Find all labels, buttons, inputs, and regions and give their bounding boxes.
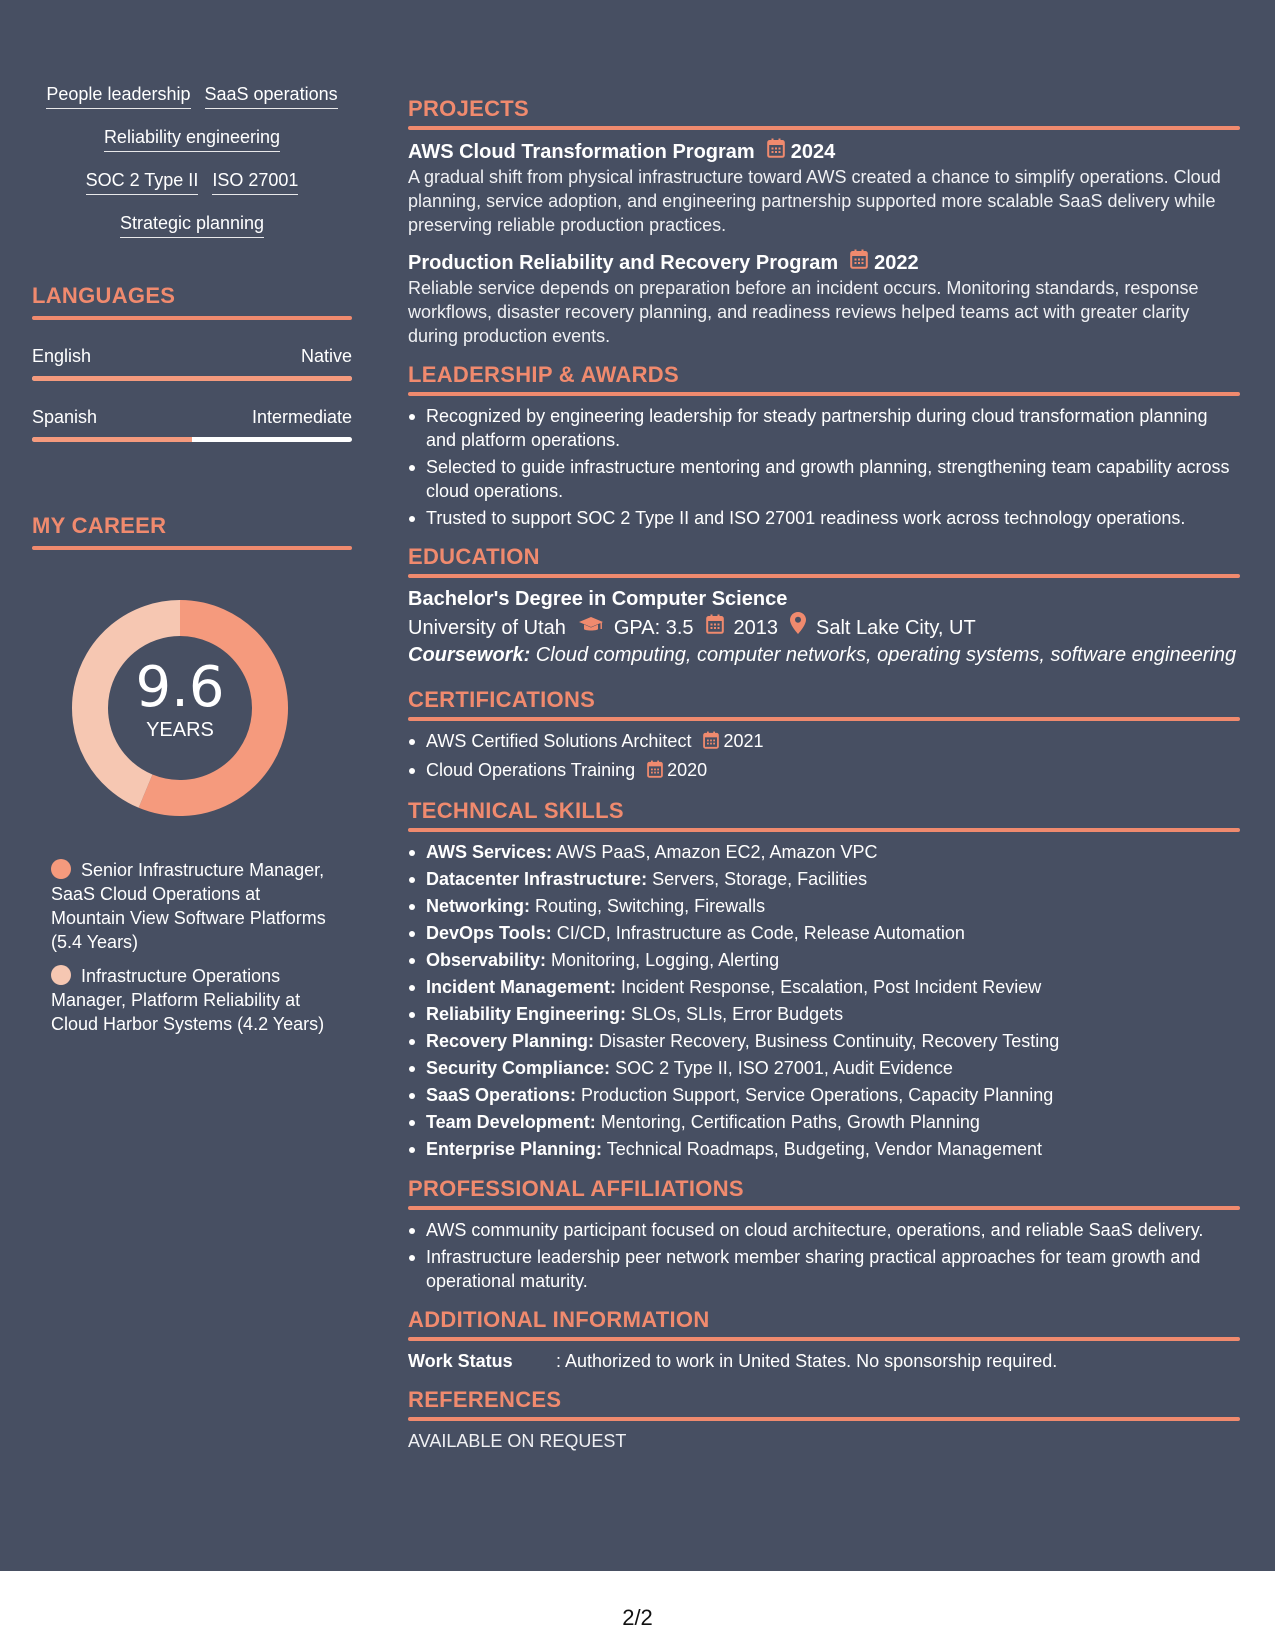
calendar-icon	[850, 249, 868, 276]
work-status	[408, 1349, 1240, 1373]
career-total-unit: YEARS	[146, 719, 214, 741]
certification-name: AWS Certified Solutions Architect	[426, 731, 692, 751]
projects-section	[408, 96, 1240, 348]
certification-name: Cloud Operations Training	[426, 760, 636, 780]
technical-skill-values: Monitoring, Logging, Alerting	[546, 950, 780, 970]
skill-row	[32, 125, 352, 152]
technical-skill-category: Reliability Engineering:	[426, 1004, 627, 1024]
project-year: 2024	[790, 140, 836, 163]
section-divider	[32, 316, 352, 320]
additional-title: ADDITIONAL INFORMATION	[408, 1307, 710, 1332]
technical-skill-item	[426, 1002, 1240, 1027]
section-divider	[408, 392, 1240, 396]
language-proficiency-fill	[32, 376, 352, 381]
technical-skill-values: AWS PaaS, Amazon EC2, Amazon VPC	[552, 842, 878, 862]
technical-skill-item	[426, 975, 1240, 1000]
technical-skill-item	[426, 840, 1240, 865]
language-item	[32, 344, 352, 381]
technical-skill-item	[426, 867, 1240, 892]
technical-skill-item	[426, 948, 1240, 973]
languages-title: LANGUAGES	[32, 283, 176, 308]
project-description: A gradual shift from physical infrastructure toward AWS created a chance to simplify operations. Cloud planning, service adoption, and engineering partnership supported more scalable SaaS delivery while preserving reliable production practices.	[408, 167, 1221, 235]
career-role-text: Senior Infrastructure Manager, SaaS Cloud Operations at Mountain View Software Platforms (5.4 Years)	[51, 860, 326, 952]
education-details	[408, 612, 1240, 643]
language-item	[32, 405, 352, 442]
skill-tag: Reliability engineering	[104, 125, 280, 152]
leadership-list	[408, 404, 1240, 530]
technical-skill-values: Servers, Storage, Facilities	[647, 869, 868, 889]
section-divider	[32, 546, 352, 550]
section-divider	[408, 717, 1240, 721]
technical-skill-category: DevOps Tools:	[426, 923, 552, 943]
projects-title: PROJECTS	[408, 96, 529, 121]
certifications-title: CERTIFICATIONS	[408, 687, 596, 712]
languages-section	[32, 282, 352, 442]
technical-skill-item	[426, 1056, 1240, 1081]
project-name: Production Reliability and Recovery Program	[408, 251, 839, 274]
skill-tag: SOC 2 Type II	[86, 168, 199, 195]
technical-skill-item	[426, 1110, 1240, 1135]
technical-skills-list	[408, 840, 1240, 1162]
skill-tag: People leadership	[46, 82, 190, 109]
donut-center	[66, 655, 294, 742]
left-column	[32, 82, 352, 1046]
project-year: 2022	[874, 251, 919, 274]
skills-tags	[32, 82, 352, 238]
career-donut-chart	[66, 594, 294, 822]
location-pin-icon	[790, 612, 806, 643]
technical-skill-category: Enterprise Planning:	[426, 1139, 603, 1159]
page-number: 2/2	[622, 1605, 653, 1630]
career-role-text: Infrastructure Operations Manager, Platform Reliability at Cloud Harbor Systems (4.2 Years)	[51, 966, 325, 1034]
leadership-section	[408, 362, 1240, 530]
list-item: Selected to guide infrastructure mentoring and growth planning, strengthening team capability across cloud operations.	[426, 455, 1240, 503]
section-divider	[408, 574, 1240, 578]
technical-skills-section	[408, 798, 1240, 1162]
technical-skill-item	[426, 1029, 1240, 1054]
calendar-icon	[706, 613, 724, 643]
references-section	[408, 1387, 1240, 1453]
technical-skill-category: Security Compliance:	[426, 1058, 611, 1078]
certification-item	[426, 758, 1240, 784]
technical-skill-values: Disaster Recovery, Business Continuity, Recovery Testing	[594, 1031, 1060, 1051]
technical-skill-values: SLOs, SLIs, Error Budgets	[626, 1004, 844, 1024]
certification-year: 2020	[667, 760, 708, 780]
project-description: Reliable service depends on preparation before an incident occurs. Monitoring standards, response workflows, disaster recovery planning, and readiness reviews helped teams act with greater clarity during production events.	[408, 278, 1199, 346]
graduation-cap-icon	[578, 613, 604, 643]
location: Salt Lake City, UT	[816, 616, 976, 639]
legend-dot-icon	[51, 965, 71, 985]
school: University of Utah	[408, 616, 566, 639]
technical-skill-item	[426, 894, 1240, 919]
language-row	[32, 344, 352, 368]
technical-skill-category: Team Development:	[426, 1112, 596, 1132]
skill-tag: SaaS operations	[205, 82, 338, 109]
list-item: AWS community participant focused on cloud architecture, operations, and reliable SaaS delivery.	[426, 1218, 1240, 1242]
language-name: Spanish	[32, 407, 98, 427]
skill-row	[32, 168, 352, 195]
education-title: EDUCATION	[408, 544, 540, 569]
technical-skill-category: Recovery Planning:	[426, 1031, 595, 1051]
education-section	[408, 544, 1240, 667]
skill-row	[32, 82, 352, 109]
language-proficiency-bar	[32, 376, 352, 381]
legend-dot-icon	[51, 859, 71, 879]
page-footer	[0, 1571, 1275, 1650]
career-total-years: 9.6	[135, 655, 225, 720]
coursework	[408, 643, 1240, 667]
gpa: GPA: 3.5	[613, 616, 694, 639]
certification-year: 2021	[723, 731, 764, 751]
career-section	[32, 512, 352, 1036]
language-level: Intermediate	[251, 407, 352, 427]
project-name: AWS Cloud Transformation Program	[408, 140, 755, 163]
references-text: AVAILABLE ON REQUEST	[408, 1431, 627, 1451]
technical-skill-category: Datacenter Infrastructure:	[426, 869, 648, 889]
calendar-icon	[647, 760, 663, 784]
language-level: Native	[300, 346, 352, 366]
list-item: Trusted to support SOC 2 Type II and ISO 27001 readiness work across technology operations.	[426, 506, 1240, 530]
list-item: Recognized by engineering leadership for steady partnership during cloud transformation planning and platform operations.	[426, 404, 1240, 452]
career-role	[51, 964, 331, 1036]
technical-skill-values: SOC 2 Type II, ISO 27001, Audit Evidence	[610, 1058, 953, 1078]
section-divider	[408, 1206, 1240, 1210]
technical-skill-item	[426, 921, 1240, 946]
section-divider	[408, 828, 1240, 832]
certification-item	[426, 729, 1240, 755]
project-header	[408, 249, 1240, 276]
project-header	[408, 138, 1240, 165]
language-name: English	[32, 346, 92, 366]
language-proficiency-fill	[32, 437, 192, 442]
calendar-icon	[767, 138, 785, 165]
technical-skill-category: Networking:	[426, 896, 531, 916]
affiliations-title: PROFESSIONAL AFFILIATIONS	[408, 1176, 744, 1201]
section-divider	[408, 1337, 1240, 1341]
skill-tag: ISO 27001	[212, 168, 298, 195]
skill-tag: Strategic planning	[120, 211, 264, 238]
coursework-text: Cloud computing, computer networks, operating systems, software engineering	[530, 644, 1237, 666]
skill-row	[32, 211, 352, 238]
project-item	[408, 138, 1240, 237]
work-status-label: Work Status	[408, 1351, 513, 1371]
technical-skills-title: TECHNICAL SKILLS	[408, 798, 624, 823]
calendar-icon	[703, 731, 719, 755]
technical-skill-values: Routing, Switching, Firewalls	[530, 896, 766, 916]
technical-skill-item	[426, 1083, 1240, 1108]
section-divider	[408, 1417, 1240, 1421]
technical-skill-values: Incident Response, Escalation, Post Incident Review	[616, 977, 1042, 997]
additional-section	[408, 1307, 1240, 1373]
career-role	[51, 858, 331, 954]
leadership-title: LEADERSHIP & AWARDS	[408, 362, 679, 387]
project-item	[408, 249, 1240, 348]
section-divider	[408, 126, 1240, 130]
certifications-list	[408, 729, 1240, 784]
degree: Bachelor's Degree in Computer Science	[408, 588, 788, 610]
affiliations-list	[408, 1218, 1240, 1293]
technical-skill-category: Observability:	[426, 950, 547, 970]
technical-skill-values: Mentoring, Certification Paths, Growth Planning	[595, 1112, 980, 1132]
language-row	[32, 405, 352, 429]
right-column	[408, 96, 1240, 1467]
technical-skill-values: Production Support, Service Operations, Capacity Planning	[576, 1085, 1054, 1105]
references-title: REFERENCES	[408, 1387, 562, 1412]
technical-skill-category: AWS Services:	[426, 842, 553, 862]
language-proficiency-bar	[32, 437, 352, 442]
technical-skill-values: Technical Roadmaps, Budgeting, Vendor Management	[602, 1139, 1042, 1159]
affiliations-section	[408, 1176, 1240, 1293]
work-status-value: : Authorized to work in United States. No sponsorship required.	[556, 1351, 1058, 1371]
technical-skill-category: SaaS Operations:	[426, 1085, 577, 1105]
technical-skill-category: Incident Management:	[426, 977, 617, 997]
certifications-section	[408, 687, 1240, 784]
career-title: MY CAREER	[32, 513, 167, 538]
list-item: Infrastructure leadership peer network member sharing practical approaches for team growth and operational maturity.	[426, 1245, 1240, 1293]
career-legend	[32, 858, 331, 1036]
technical-skill-values: CI/CD, Infrastructure as Code, Release Automation	[551, 923, 965, 943]
coursework-label: Coursework:	[408, 644, 531, 666]
technical-skill-item	[426, 1137, 1240, 1162]
graduation-year: 2013	[733, 616, 779, 639]
